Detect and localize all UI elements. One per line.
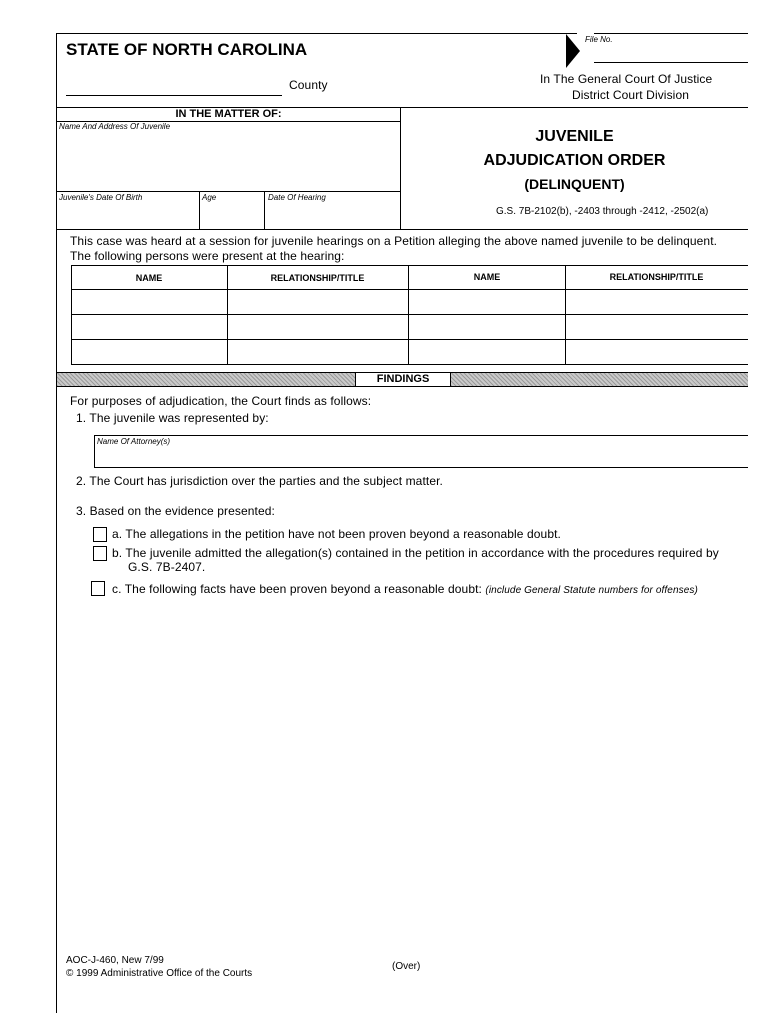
table-cell[interactable] — [411, 316, 563, 338]
attorney-box-top — [94, 435, 748, 436]
file-no-label: File No. — [585, 35, 613, 44]
table-cell[interactable] — [411, 341, 563, 363]
age-label: Age — [202, 193, 217, 202]
table-cell[interactable] — [73, 341, 225, 363]
intro-line-1: This case was heard at a session for juvenile hearings on a Petition alleging the above named juvenile to be delinquent. — [70, 234, 718, 248]
option-c-checkbox[interactable] — [91, 581, 105, 596]
intro-line-2: The following persons were present at the hearing: — [70, 249, 345, 263]
option-b-checkbox[interactable] — [93, 546, 107, 561]
file-no-top-line — [594, 33, 748, 34]
persons-table — [71, 265, 748, 365]
table-cell[interactable] — [567, 341, 746, 363]
hearing-date-label: Date Of Hearing — [268, 193, 326, 202]
findings-bottom-line — [56, 386, 748, 387]
dob-field[interactable] — [58, 203, 197, 228]
over-indicator: (Over) — [392, 961, 421, 972]
table-cell[interactable] — [567, 316, 746, 338]
option-c-label: c. The following facts have been proven beyond a reasonable doubt: — [112, 582, 486, 596]
age-field[interactable] — [201, 203, 262, 228]
dob-age-divider — [199, 191, 200, 230]
dob-row-top-line — [56, 191, 401, 192]
court-line-1: In The General Court Of Justice — [540, 72, 713, 86]
hearing-date-field[interactable] — [266, 203, 399, 228]
form-number: AOC-J-460, New 7/99 — [66, 955, 164, 966]
form-title-juvenile: JUVENILE — [535, 128, 614, 145]
table-cell[interactable] — [567, 291, 746, 313]
table-header-name-1: NAME — [135, 273, 163, 283]
table-cell[interactable] — [73, 316, 225, 338]
attorney-box-left — [94, 435, 95, 468]
table-cell[interactable] — [73, 291, 225, 313]
finding-1: 1. The juvenile was represented by: — [76, 411, 269, 425]
attorney-box-bottom — [94, 467, 748, 468]
court-line-2: District Court Division — [572, 88, 689, 102]
option-a-checkbox[interactable] — [93, 527, 107, 542]
finding-3: 3. Based on the evidence presented: — [76, 504, 275, 518]
option-c-note: (include General Statute numbers for offenses) — [485, 585, 698, 596]
table-header-relationship-2: RELATIONSHIP/TITLE — [609, 272, 704, 282]
dob-label: Juvenile's Date Of Birth — [59, 193, 143, 202]
matter-heading: IN THE MATTER OF: — [175, 108, 282, 120]
option-c-text — [112, 582, 698, 596]
file-no-bottom-line — [594, 62, 748, 63]
option-b-text-line-2: G.S. 7B-2407. — [128, 560, 206, 574]
findings-heading: FINDINGS — [355, 372, 451, 386]
option-b-text-line-1: b. The juvenile admitted the allegation(s) contained in the petition in accordance with the procedures required by — [112, 546, 719, 560]
findings-intro: For purposes of adjudication, the Court finds as follows: — [70, 394, 372, 408]
table-cell[interactable] — [229, 316, 406, 338]
matter-bottom-line — [56, 229, 748, 230]
county-label: County — [289, 78, 328, 92]
attorney-label: Name Of Attorney(s) — [97, 437, 171, 446]
name-address-field[interactable] — [58, 132, 398, 190]
table-cell[interactable] — [411, 291, 563, 313]
findings-bar-left — [57, 373, 355, 386]
option-a-text: a. The allegations in the petition have not been proven beyond a reasonable doubt. — [112, 527, 561, 541]
findings-top-line — [56, 372, 748, 373]
table-cell[interactable] — [229, 341, 406, 363]
left-border — [56, 33, 57, 1013]
finding-2: 2. The Court has jurisdiction over the parties and the subject matter. — [76, 474, 443, 488]
form-title-order: ADJUDICATION ORDER — [483, 152, 666, 169]
county-field[interactable] — [66, 95, 282, 96]
age-hearing-divider — [264, 191, 265, 230]
top-border — [56, 33, 577, 34]
table-cell[interactable] — [229, 291, 406, 313]
file-no-arrow-icon — [566, 34, 582, 68]
attorney-field[interactable] — [96, 447, 746, 466]
findings-bar-right — [451, 373, 748, 386]
facts-writing-area[interactable] — [70, 600, 740, 940]
copyright: © 1999 Administrative Office of the Courts — [66, 968, 253, 979]
form-title-delinquent: (DELINQUENT) — [524, 176, 625, 192]
statute-reference: G.S. 7B-2102(b), -2403 through -2412, -2502(a) — [496, 206, 709, 217]
table-header-relationship-1: RELATIONSHIP/TITLE — [270, 273, 365, 283]
state-title: STATE OF NORTH CAROLINA — [66, 40, 308, 59]
name-address-label: Name And Address Of Juvenile — [59, 122, 171, 131]
table-header-name-2: NAME — [473, 272, 501, 282]
